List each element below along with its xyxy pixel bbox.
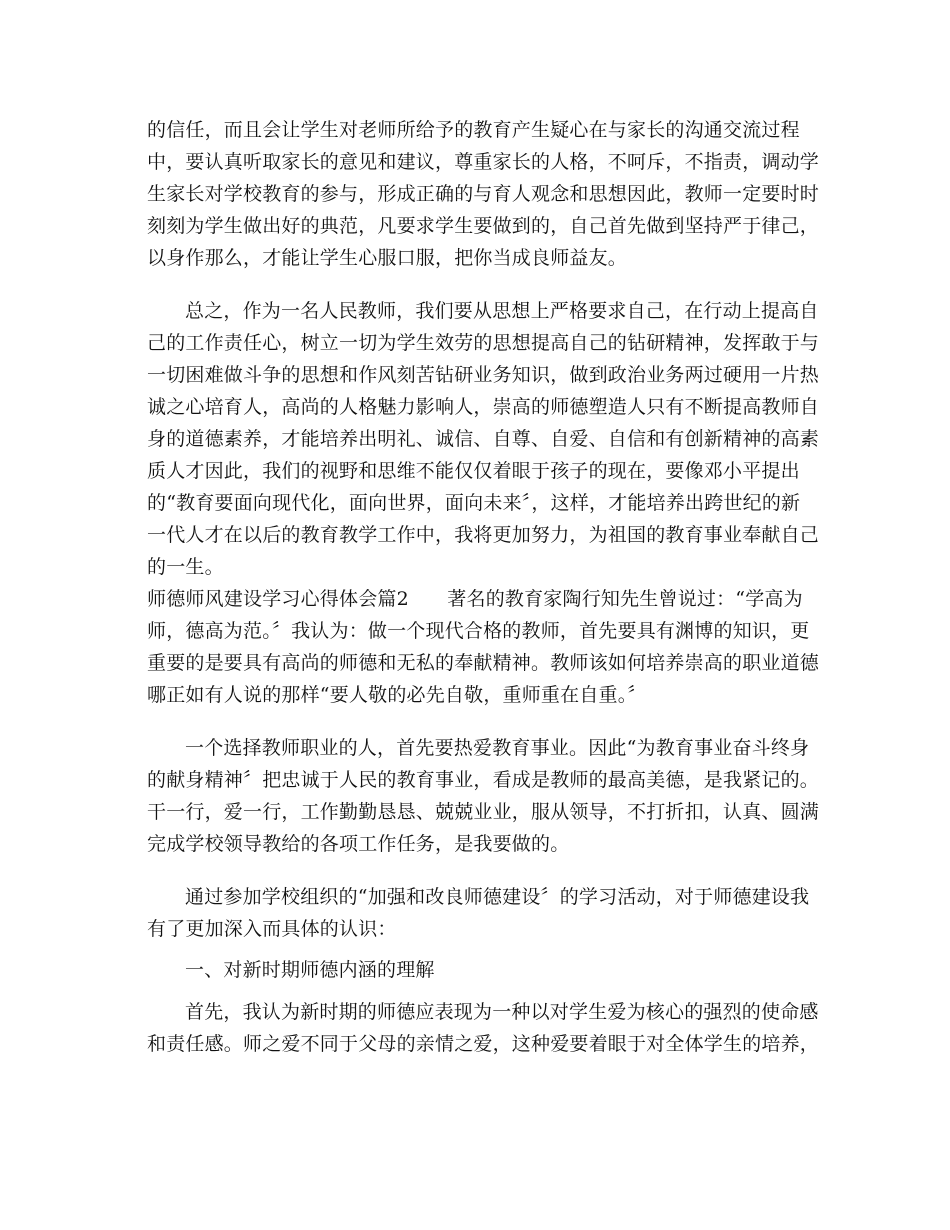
text-line: 的一生。 [147,556,224,578]
text-line: 中，要认真听取家长的意见和建议，尊重家长的人格，不呵斥，不指责，调动学 [147,151,820,173]
text-line: 完成学校领导教给的各项工作任务，是我要做的。 [147,833,570,855]
text-line: 一切困难做斗争的思想和作风刻苦钻研业务知识，做到政治业务两过硬用一片热 [147,364,820,386]
paragraph-start-line: 总之，作为一名人民教师，我们要从思想上严格要求自己，在行动上提高自 [185,300,819,322]
text-line: 己的工作责任心，树立一切为学生效劳的思想提高自己的钻研精神，发挥敢于与 [147,332,820,354]
text-line: 和责任感。师之爱不同于父母的亲情之爱，这种爱要着眼于对全体学生的培养， [147,1033,820,1055]
text-line: 的“教育要面向现代化，面向世界，面向未来〞，这样，才能培养出跨世纪的新 [147,492,801,514]
text-line: 刻刻为学生做出好的典范，凡要求学生要做到的，自己首先做到坚持严于律己， [147,215,820,237]
text-line: 一代人才在以后的教育教学工作中，我将更加努力，为祖国的教育事业奉献自己 [147,524,820,546]
text-line: 身的道德素养，才能培养出明礼、诚信、自尊、自爱、自信和有创新精神的高素 [147,428,820,450]
subheading-line: 一、对新时期师德内涵的理解 [185,959,435,981]
text-line: 的信任，而且会让学生对老师所给予的教育产生疑心在与家长的沟通交流过程 [147,119,800,141]
text-line: 质人才因此，我们的视野和思维不能仅仅着眼于孩子的现在，要像邓小平提出 [147,460,800,482]
section-heading-line: 师德师风建设学习心得体会篇2 著名的教育家陶行知先生曾说过：“学高为 [147,588,803,610]
text-line: 师，德高为范。〞我认为：做一个现代合格的教师，首先要具有渊博的知识，更 [147,620,810,642]
text-line: 干一行，爱一行，工作勤勤恳恳、兢兢业业，服从领导，不打折扣，认真、圆满 [147,801,820,823]
text-line: 重要的是要具有高尚的师德和无私的奉献精神。教师该如何培养崇高的职业道德 [147,652,820,674]
text-line: 诚之心培育人，高尚的人格魅力影响人，崇高的师德塑造人只有不断提高教师自 [147,396,820,418]
text-line: 哪正如有人说的那样“要人敬的必先自敬，重师重在自重。〞 [147,684,647,706]
paragraph-start-line: 通过参加学校组织的“加强和改良师德建设〞的学习活动，对于师德建设我 [185,886,810,908]
text-line: 生家长对学校教育的参与，形成正确的与育人观念和思想因此，教师一定要时时 [147,183,820,205]
paragraph-start-line: 首先，我认为新时期的师德应表现为一种以对学生爱为核心的强烈的使命感 [185,1001,819,1023]
paragraph-start-line: 一个选择教师职业的人，首先要热爱教育事业。因此“为教育事业奋斗终身 [185,737,810,759]
text-line: 有了更加深入而具体的认识： [147,918,397,940]
text-line: 的献身精神〞把忠诚于人民的教育事业，看成是教师的最高美德，是我紧记的。 [147,769,820,791]
text-line: 以身作那么，才能让学生心服口服，把你当成良师益友。 [147,247,628,269]
